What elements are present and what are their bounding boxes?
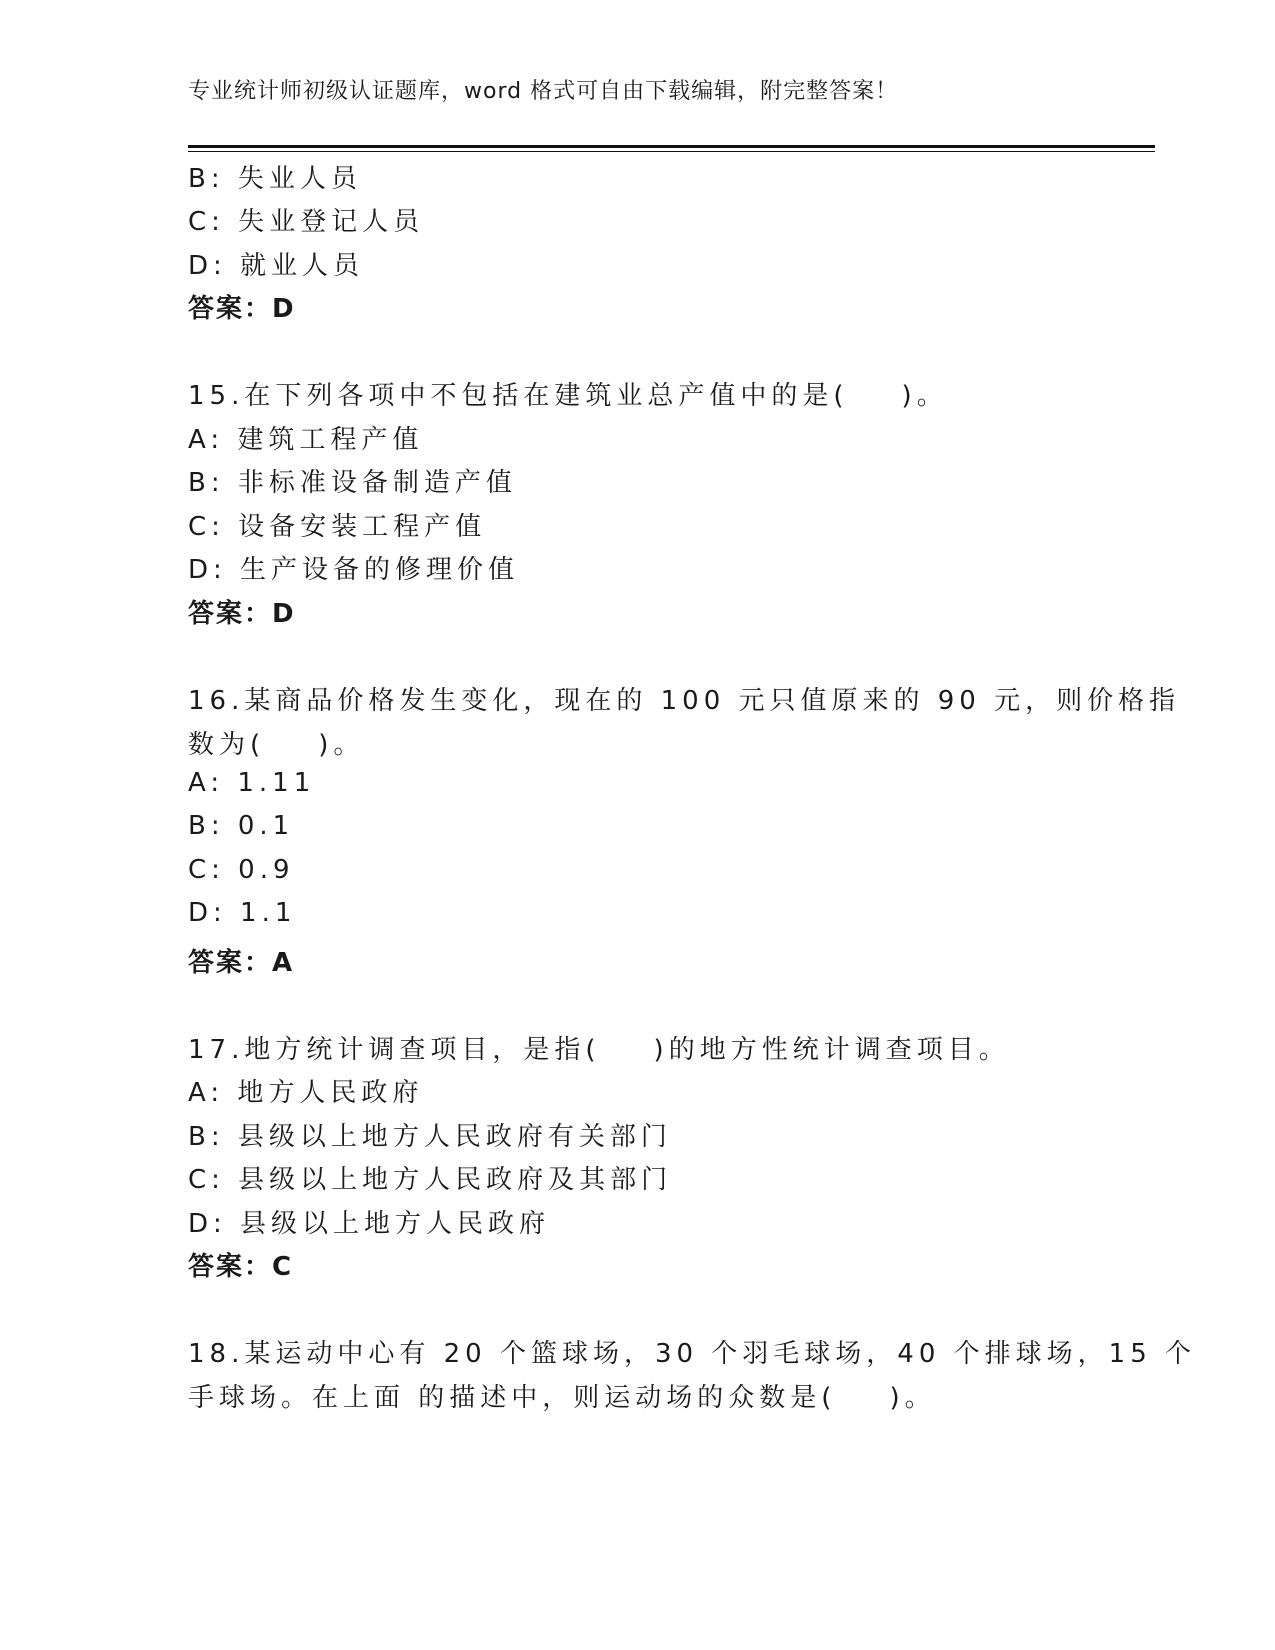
q14-answer: 答案：D [188, 294, 296, 324]
q14-option-b: B: 失业人员 [188, 164, 362, 194]
q16-stem-line1: 16.某商品价格发生变化，现在的 100 元只值原来的 90 元，则价格指 [188, 686, 1181, 716]
q15-answer: 答案：D [188, 599, 296, 629]
q17-answer: 答案：C [188, 1252, 294, 1282]
q17-option-a: A: 地方人民政府 [188, 1078, 424, 1108]
header-divider-thick [188, 145, 1155, 148]
q17-stem: 17.地方统计调查项目，是指( )的地方性统计调查项目。 [188, 1035, 1010, 1065]
q17-option-b: B: 县级以上地方人民政府有关部门 [188, 1122, 672, 1152]
q16-stem-line2: 数为( )。 [188, 730, 365, 760]
header-divider-thin [188, 151, 1155, 152]
q15-option-d: D: 生产设备的修理价值 [188, 555, 520, 585]
q14-option-d: D: 就业人员 [188, 251, 365, 281]
q17-option-d: D: 县级以上地方人民政府 [188, 1209, 551, 1239]
q16-answer: 答案：A [188, 948, 295, 978]
q16-option-d: D: 1.1 [188, 898, 297, 928]
q14-option-c: C: 失业登记人员 [188, 207, 425, 237]
q17-option-c: C: 县级以上地方人民政府及其部门 [188, 1165, 673, 1195]
q16-option-a: A: 1.11 [188, 768, 316, 798]
q15-option-c: C: 设备安装工程产值 [188, 512, 487, 542]
q15-option-a: A: 建筑工程产值 [188, 425, 424, 455]
q16-option-b: B: 0.1 [188, 811, 295, 841]
q18-stem-line1: 18.某运动中心有 20 个篮球场，30 个羽毛球场，40 个排球场，15 个 [188, 1339, 1197, 1369]
q15-option-b: B: 非标准设备制造产值 [188, 468, 517, 498]
q15-stem: 15.在下列各项中不包括在建筑业总产值中的是( )。 [188, 381, 948, 411]
q18-stem-line2: 手球场。在上面 的描述中，则运动场的众数是( )。 [188, 1383, 936, 1413]
page-header: 专业统计师初级认证题库，word 格式可自由下载编辑，附完整答案！ [188, 79, 899, 104]
q16-option-c: C: 0.9 [188, 855, 295, 885]
